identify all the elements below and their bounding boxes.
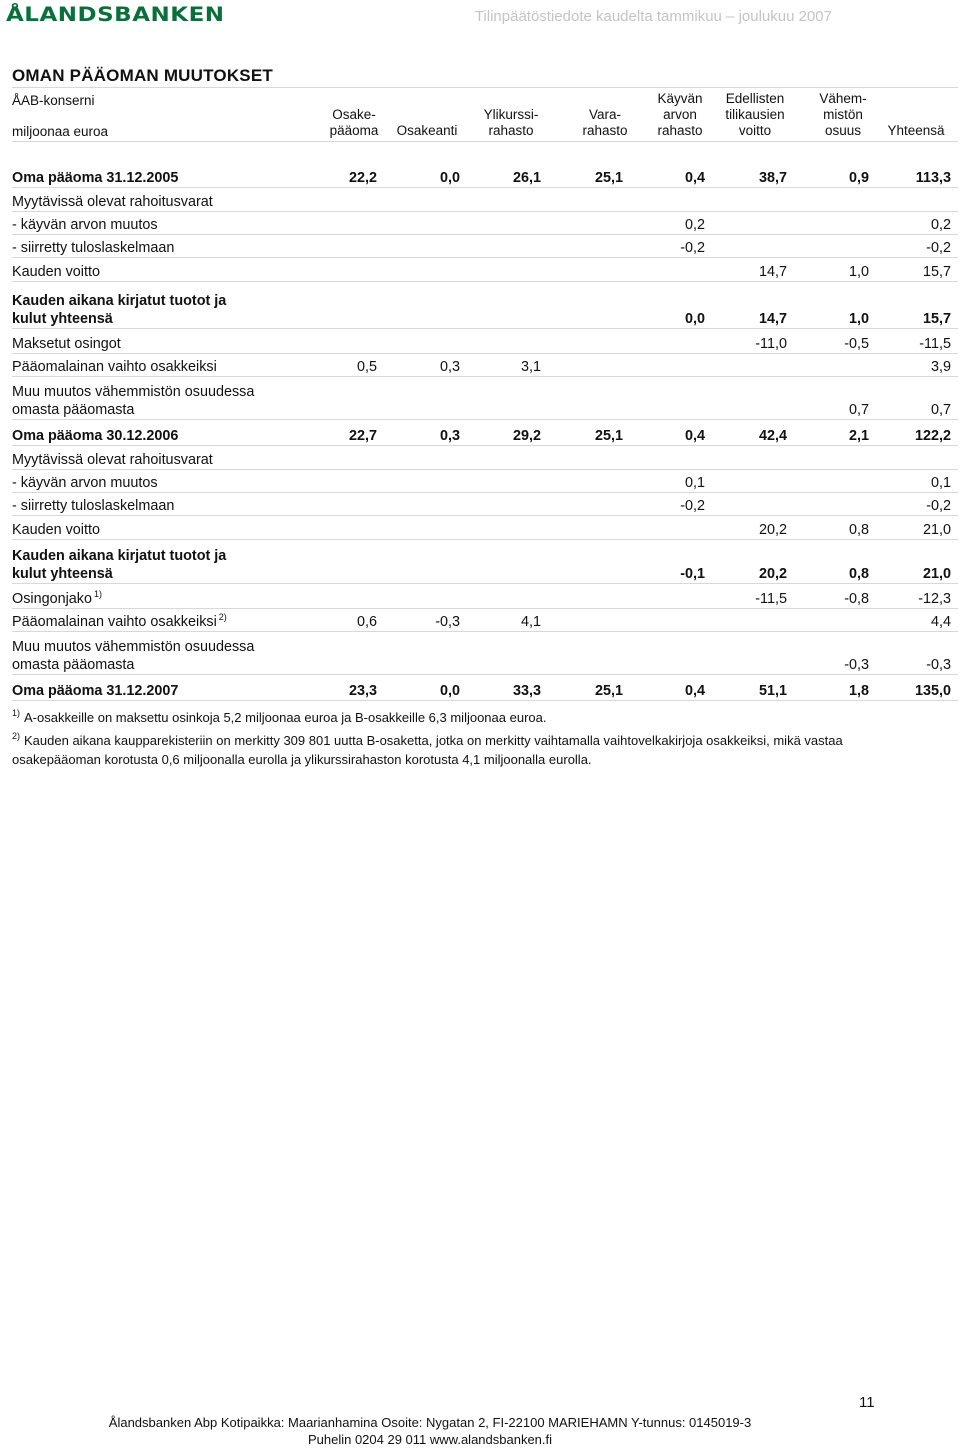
row-separator xyxy=(12,700,958,701)
row-label xyxy=(12,216,158,234)
cell-col-6: 14,7 xyxy=(758,264,787,280)
row-label-text: Pääomalainan vaihto osakkeiksi xyxy=(12,359,217,375)
cell-col-8: 0,2 xyxy=(930,217,951,233)
header-bottom-rule xyxy=(12,141,958,142)
column-header-7-line3: osuus xyxy=(824,123,862,138)
row-label-text: Kauden voitto xyxy=(12,264,101,280)
column-header-4-line3: rahasto xyxy=(582,123,628,138)
cell-col-6: 14,7 xyxy=(758,311,787,327)
cell-col-2: -0,3 xyxy=(435,614,460,630)
footnote-mark: 2) xyxy=(12,731,21,741)
row-label-text: - siirretty tuloslaskelmaan xyxy=(12,240,175,256)
table-row xyxy=(12,211,958,234)
cell-col-8: -0,2 xyxy=(926,498,951,514)
row-label-line-1: Muu muutos vähemmistön osuudessa xyxy=(12,384,255,400)
column-header-2-line3: Osakeanti xyxy=(396,123,458,138)
row-label xyxy=(12,497,174,515)
cell-col-6: 38,7 xyxy=(758,170,787,186)
cell-col-3: 26,1 xyxy=(512,170,541,186)
table-row xyxy=(12,234,958,257)
row-separator xyxy=(12,583,958,584)
cell-col-8: 15,7 xyxy=(922,264,951,280)
page-title: OMAN PÄÄOMAN MUUTOKSET xyxy=(12,66,273,85)
column-header-5-line2: arvon xyxy=(663,107,697,122)
column-header-5-line3: rahasto xyxy=(657,123,703,138)
cell-col-6: 42,4 xyxy=(758,428,787,444)
cell-col-8: 113,3 xyxy=(915,170,951,186)
row-label-text: - käyvän arvon muutos xyxy=(12,475,158,491)
cell-col-8: 0,1 xyxy=(930,475,951,491)
row-label xyxy=(12,682,178,700)
cell-col-3: 4,1 xyxy=(520,614,541,630)
column-header-7-line2: mistön xyxy=(823,107,863,122)
table-row xyxy=(12,608,958,631)
cell-col-7: -0,5 xyxy=(844,336,869,352)
cell-col-8: -11,5 xyxy=(919,336,951,352)
column-header-1-line3: pääoma xyxy=(329,123,379,138)
cell-col-1: 0,6 xyxy=(356,614,377,630)
table-row xyxy=(12,492,958,515)
row-label xyxy=(12,263,100,281)
column-header-6-line1: Edellisten xyxy=(725,91,785,106)
cell-col-5: 0,2 xyxy=(684,217,705,233)
row-label-line-1: Kauden aikana kirjatut tuotot ja xyxy=(12,293,227,309)
column-header-7-line1: Vähem- xyxy=(819,91,867,106)
cell-col-4: 25,1 xyxy=(594,683,623,699)
column-header-3-line2: Ylikurssi- xyxy=(483,107,539,122)
cell-col-5: -0,2 xyxy=(680,498,705,514)
cell-col-7: 0,8 xyxy=(848,566,869,582)
table-row xyxy=(12,330,958,353)
row-label-text: Osingonjako xyxy=(12,591,92,607)
table-row xyxy=(12,541,958,583)
row-label xyxy=(12,451,213,469)
row-label-text: Maksetut osingot xyxy=(12,336,121,352)
page-number: 11 xyxy=(859,1394,875,1411)
cell-col-1: 22,2 xyxy=(348,170,377,186)
row-label-text: - siirretty tuloslaskelmaan xyxy=(12,498,175,514)
table-row xyxy=(12,469,958,492)
row-label xyxy=(12,638,254,674)
cell-col-2: 0,3 xyxy=(439,359,460,375)
column-header-6-line3: voitto xyxy=(738,123,772,138)
footnote-marker: 1) xyxy=(94,589,103,599)
table-row xyxy=(12,677,958,700)
cell-col-5: 0,0 xyxy=(684,311,705,327)
row-label xyxy=(12,608,227,631)
table-row xyxy=(12,188,958,211)
cell-col-8: 135,0 xyxy=(914,683,951,699)
row-label-line-2: kulut yhteensä xyxy=(12,311,113,327)
row-label-line-1: Muu muutos vähemmistön osuudessa xyxy=(12,639,255,655)
group-label: ÅAB-konserni xyxy=(12,93,95,108)
cell-col-2: 0,0 xyxy=(439,170,460,186)
cell-col-3: 33,3 xyxy=(512,683,541,699)
cell-col-6: -11,5 xyxy=(755,591,787,607)
row-label-line-2: omasta pääomasta xyxy=(12,657,135,673)
cell-col-8: 15,7 xyxy=(922,311,951,327)
row-label-line-1: Kauden aikana kirjatut tuotot ja xyxy=(12,548,227,564)
row-label xyxy=(12,239,174,257)
cell-col-8: -0,2 xyxy=(926,240,951,256)
row-label xyxy=(12,292,226,328)
document-header: Tilinpäätöstiedote kaudelta tammikuu – joulukuu 2007 xyxy=(474,8,832,25)
cell-col-8: 3,9 xyxy=(930,359,951,375)
cell-col-2: 0,0 xyxy=(439,683,460,699)
row-label xyxy=(12,383,254,419)
column-header-3-line3: rahasto xyxy=(488,123,534,138)
footer-line-2: Puhelin 0204 29 011 www.alandsbanken.fi xyxy=(307,1432,553,1447)
cell-col-7: 1,0 xyxy=(848,311,869,327)
table-row xyxy=(12,353,958,376)
cell-col-6: 51,1 xyxy=(758,683,787,699)
cell-col-3: 3,1 xyxy=(520,359,541,375)
cell-col-5: 0,4 xyxy=(684,170,705,186)
unit-label: miljoonaa euroa xyxy=(12,124,109,139)
table-row xyxy=(12,631,958,674)
table-row xyxy=(12,516,958,539)
footnote-marker: 2) xyxy=(218,612,227,622)
cell-col-5: 0,4 xyxy=(684,428,705,444)
row-label-text: Myytävissä olevat rahoitusvarat xyxy=(12,194,213,210)
cell-col-8: 21,0 xyxy=(922,522,951,538)
cell-col-5: 0,4 xyxy=(684,683,705,699)
row-label xyxy=(12,547,226,583)
cell-col-1: 0,5 xyxy=(356,359,377,375)
header-top-rule xyxy=(12,87,958,88)
column-header-4-line2: Vara- xyxy=(588,107,621,122)
table-row xyxy=(12,258,958,281)
row-label xyxy=(12,427,178,445)
cell-col-8: 21,0 xyxy=(922,566,951,582)
footnote-mark: 1) xyxy=(12,708,21,718)
row-label-text: Oma pääoma 30.12.2006 xyxy=(12,428,179,444)
alandsbanken-logo: ÅLANDSBANKEN xyxy=(6,4,225,27)
row-label-text: - käyvän arvon muutos xyxy=(12,217,158,233)
cell-col-7: -0,3 xyxy=(844,657,869,673)
footnote-1 xyxy=(12,705,546,726)
row-label-text: Kauden voitto xyxy=(12,522,101,538)
cell-col-8: -0,3 xyxy=(926,657,951,673)
cell-col-7: 0,8 xyxy=(848,522,869,538)
row-separator xyxy=(12,419,958,420)
column-header-6-line2: tilikausien xyxy=(725,107,785,122)
cell-col-5: -0,1 xyxy=(680,566,705,582)
cell-col-6: -11,0 xyxy=(755,336,787,352)
cell-col-4: 25,1 xyxy=(594,428,623,444)
table-row xyxy=(12,286,958,328)
row-label xyxy=(12,474,158,492)
table-row xyxy=(12,376,958,419)
cell-col-8: 0,7 xyxy=(930,402,951,418)
cell-col-3: 29,2 xyxy=(512,428,541,444)
cell-col-6: 20,2 xyxy=(758,566,787,582)
cell-col-5: 0,1 xyxy=(684,475,705,491)
row-separator xyxy=(12,281,958,282)
column-header-5-line1: Käyvän xyxy=(657,91,703,106)
cell-col-4: 25,1 xyxy=(594,170,623,186)
footer-line-1: Ålandsbanken Abp Kotipaikka: Maarianhamina Osoite: Nygatan 2, FI-22100 MARIEHAMN Y-tunnus: 0145019-3 xyxy=(108,1415,752,1430)
row-label-text: Pääomalainan vaihto osakkeiksi xyxy=(12,614,217,630)
footnote-text: Kauden aikana kaupparekisteriin on merkitty 309 801 uutta B-osaketta, jotka on merkitty vaihtamalla vaihtovelkakirjoja osakkeiksi, mikä vastaa xyxy=(24,733,843,748)
row-label-text: Oma pääoma 31.12.2007 xyxy=(12,683,179,699)
cell-col-7: -0,8 xyxy=(844,591,869,607)
row-label-line-2: omasta pääomasta xyxy=(12,402,135,418)
cell-col-7: 1,0 xyxy=(848,264,869,280)
row-label-text: Myytävissä olevat rahoitusvarat xyxy=(12,452,213,468)
cell-col-7: 1,8 xyxy=(848,683,869,699)
column-header-8-line3: Yhteensä xyxy=(887,123,945,138)
cell-col-8: -12,3 xyxy=(918,591,951,607)
row-label xyxy=(12,193,213,211)
table-row xyxy=(12,585,958,608)
row-label xyxy=(12,585,102,608)
cell-col-7: 0,9 xyxy=(848,170,869,186)
cell-col-1: 22,7 xyxy=(348,428,377,444)
row-label xyxy=(12,169,178,187)
column-header-1-line2: Osake- xyxy=(332,107,376,122)
cell-col-6: 20,2 xyxy=(758,522,787,538)
row-label-line-2: kulut yhteensä xyxy=(12,566,113,582)
row-label xyxy=(12,335,121,353)
cell-col-1: 23,3 xyxy=(348,683,377,699)
cell-col-2: 0,3 xyxy=(439,428,460,444)
cell-col-5: -0,2 xyxy=(680,240,705,256)
table-row xyxy=(12,422,958,445)
footnote-text: A-osakkeille on maksettu osinkoja 5,2 miljoonaa euroa ja B-osakkeille 6,3 miljoonaa euroa. xyxy=(24,710,547,725)
row-label xyxy=(12,358,217,376)
cell-col-7: 2,1 xyxy=(848,428,869,444)
cell-col-8: 4,4 xyxy=(930,614,951,630)
row-label-text: Oma pääoma 31.12.2005 xyxy=(12,170,179,186)
footnote-2-continued: osakepääoman korotusta 0,6 miljoonalla eurolla ja ylikurssirahaston korotusta 4,1 miljoonalla eurolla. xyxy=(12,752,592,767)
footnote-2 xyxy=(12,728,843,749)
row-separator xyxy=(12,328,958,329)
row-separator xyxy=(12,674,958,675)
row-label xyxy=(12,521,100,539)
table-row xyxy=(12,446,958,469)
cell-col-8: 122,2 xyxy=(914,428,951,444)
table-row xyxy=(12,164,958,187)
row-separator xyxy=(12,539,958,540)
cell-col-7: 0,7 xyxy=(848,402,869,418)
